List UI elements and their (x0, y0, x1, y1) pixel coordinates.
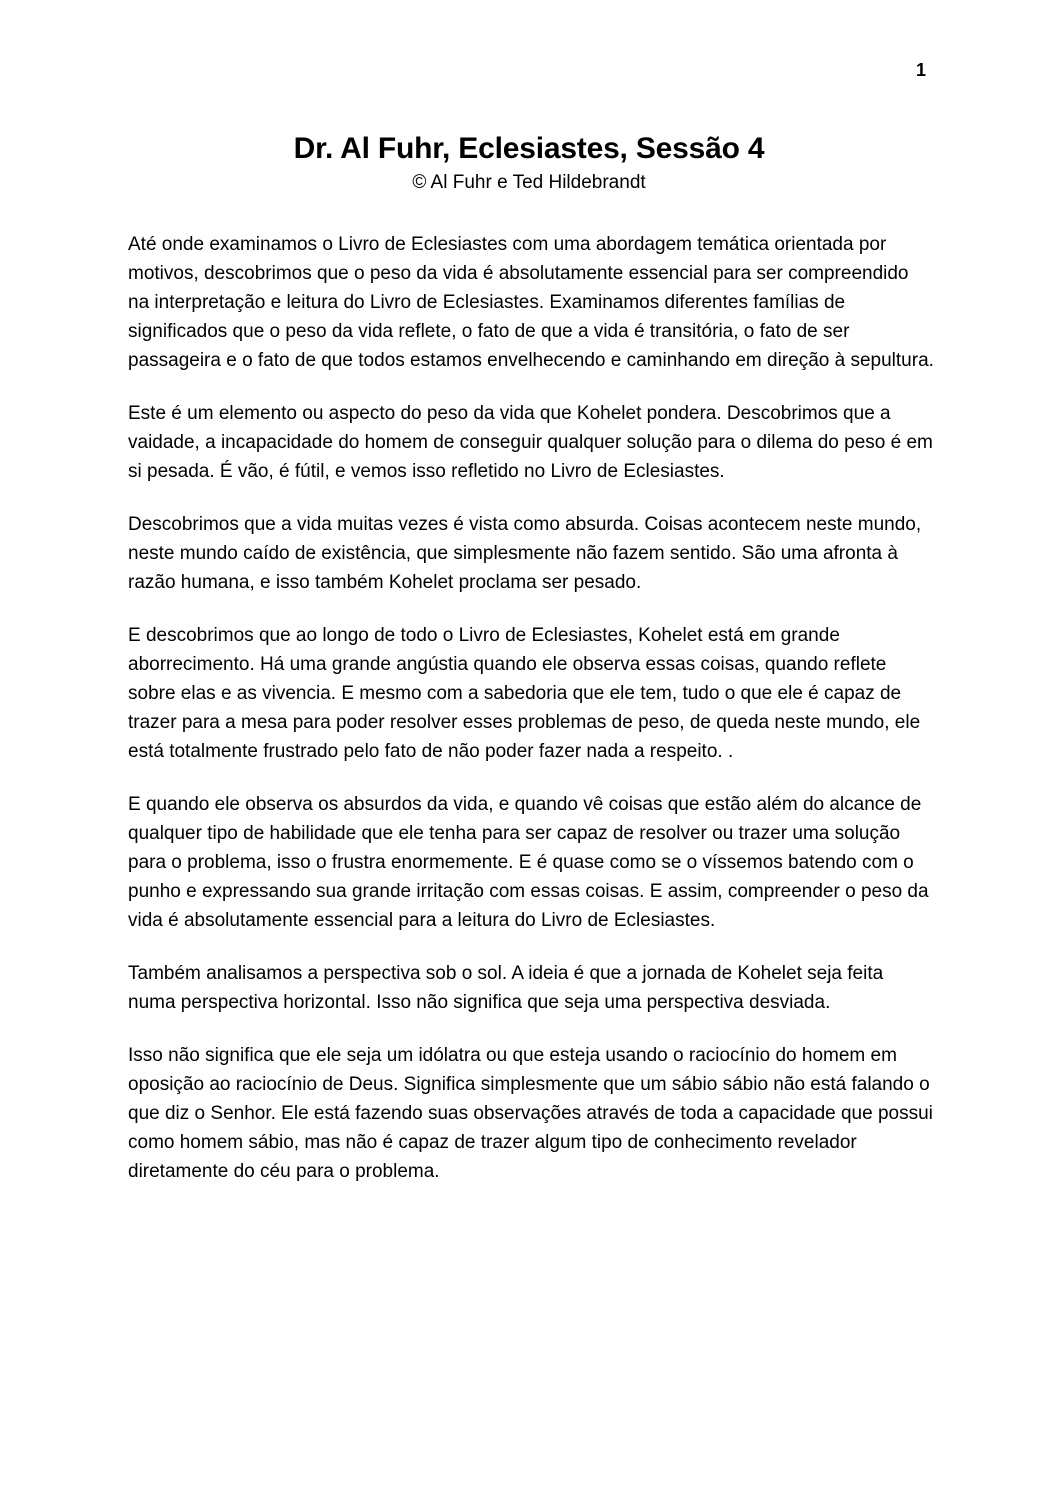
paragraph-5: E quando ele observa os absurdos da vida, e quando vê coisas que estão além do alcance de qualquer tipo de habilidade que ele tenha para ser capaz de resolver ou trazer uma solução para o problema, isso o frustra enormemente. E é quase como se o víssemos batendo com o punho e expressando sua grande irritação com essas coisas. E assim, compreender o peso da vida é absolutamente essencial para a leitura do Livro de Eclesiastes. (128, 794, 929, 932)
paragraph-3: Descobrimos que a vida muitas vezes é vista como absurda. Coisas acontecem neste mundo, neste mundo caído de existência, que simplesmente não fazem sentido. São uma afronta à razão humana, e isso também Kohelet proclama ser pesado. (128, 514, 922, 594)
paragraph-7: Isso não significa que ele seja um idólatra ou que esteja usando o raciocínio do homem em oposição ao raciocínio de Deus. Significa simplesmente que um sábio sábio não está falando o que diz o Senhor. Ele está fazendo suas observações através de toda a capacidade que possui como homem sábio, mas não é capaz de trazer algum tipo de conhecimento revelador diretamente do céu para o problema. (128, 1045, 933, 1183)
document-body (128, 230, 934, 1186)
page-title: Dr. Al Fuhr, Eclesiastes, Sessão 4 (293, 132, 765, 165)
copyright-subtitle: © Al Fuhr e Ted Hildebrandt (412, 171, 646, 193)
paragraph-4: E descobrimos que ao longo de todo o Livro de Eclesiastes, Kohelet está em grande aborrecimento. Há uma grande angústia quando ele observa essas coisas, quando reflete sobre elas e as vivencia. E mesmo com a sabedoria que ele tem, tudo o que ele é capaz de trazer para a mesa para poder resolver esses problemas de peso, de queda neste mundo, ele está totalmente frustrado pelo fato de não poder fazer nada a respeito. . (128, 625, 921, 763)
paragraph-6: Também analisamos a perspectiva sob o sol. A ideia é que a jornada de Kohelet seja feita numa perspectiva horizontal. Isso não significa que seja uma perspectiva desviada. (128, 963, 884, 1014)
paragraph-1: Até onde examinamos o Livro de Eclesiastes com uma abordagem temática orientada por motivos, descobrimos que o peso da vida é absolutamente essencial para ser compreendido na interpretação e leitura do Livro de Eclesiastes. Examinamos diferentes famílias de significados que o peso da vida reflete, o fato de que a vida é transitória, o fato de ser passageira e o fato de que todos estamos envelhecendo e caminhando em direção à sepultura. (128, 234, 934, 372)
page-number: 1 (916, 60, 927, 80)
paragraph-2: Este é um elemento ou aspecto do peso da vida que Kohelet pondera. Descobrimos que a vaidade, a incapacidade do homem de conseguir qualquer solução para o dilema do peso é em si pesada. É vão, é fútil, e vemos isso refletido no Livro de Eclesiastes. (128, 403, 933, 483)
